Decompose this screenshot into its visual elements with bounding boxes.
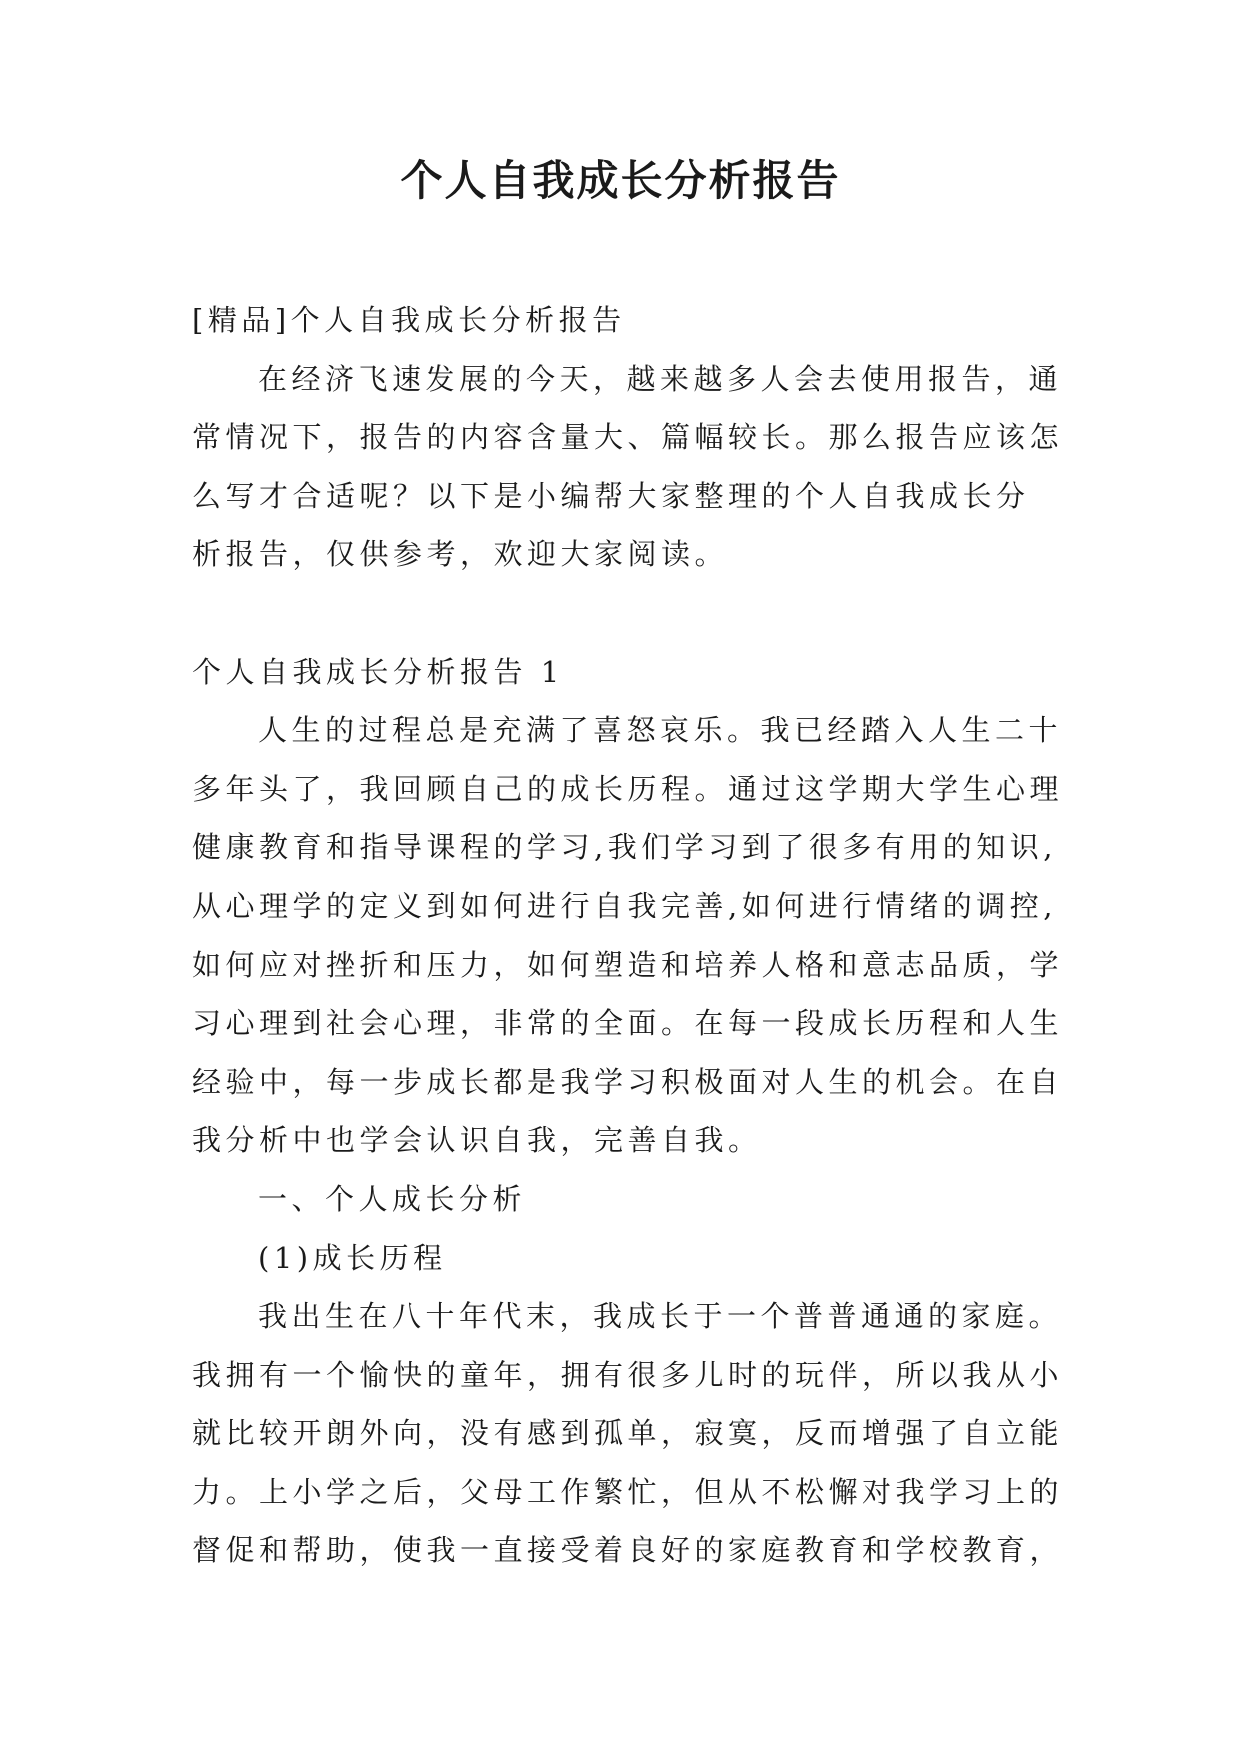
document-body [192, 291, 1072, 1580]
intro-paragraph-line: 么写才合适呢？以下是小编帮大家整理的个人自我成长分 [192, 478, 1030, 513]
body-paragraph-line: 如何应对挫折和压力，如何塑造和培养人格和意志品质，学 [192, 947, 1064, 982]
body-paragraph-line: 人生的过程总是充满了喜怒哀乐。我已经踏入人生二十 [258, 713, 1063, 748]
body-paragraph-line: 健康教育和指导课程的学习,我们学习到了很多有用的知识, [192, 830, 1057, 865]
body-paragraph-line: 我出生在八十年代末，我成长于一个普普通通的家庭。 [258, 1299, 1063, 1334]
body-paragraph-line: 就比较开朗外向，没有感到孤单，寂寞，反而增强了自立能 [192, 1416, 1064, 1451]
body-paragraph-line: 多年头了，我回顾自己的成长历程。通过这学期大学生心理 [192, 771, 1064, 806]
subtitle-line: [精品]个人自我成长分析报告 [192, 303, 626, 337]
body-paragraph-line: 我拥有一个愉快的童年，拥有很多儿时的玩伴，所以我从小 [192, 1357, 1064, 1392]
intro-paragraph-line: 常情况下，报告的内容含量大、篇幅较长。那么报告应该怎 [192, 420, 1064, 455]
document-title: 个人自我成长分析报告 [400, 156, 841, 205]
section-heading: 个人自我成长分析报告 1 [192, 654, 564, 689]
subheading: 一、个人成长分析 [258, 1181, 527, 1216]
body-paragraph-line: 从心理学的定义到如何进行自我完善,如何进行情绪的调控, [192, 888, 1057, 923]
intro-paragraph-line: 析报告，仅供参考，欢迎大家阅读。 [192, 537, 729, 572]
body-paragraph-line: 我分析中也学会认识自我，完善自我。 [192, 1123, 762, 1158]
body-paragraph-line: 力。上小学之后，父母工作繁忙，但从不松懈对我学习上的 [192, 1474, 1064, 1509]
subheading: (1)成长历程 [258, 1240, 447, 1275]
body-paragraph-line: 习心理到社会心理，非常的全面。在每一段成长历程和人生 [192, 1006, 1064, 1041]
body-paragraph-line: 经验中，每一步成长都是我学习积极面对人生的机会。在自 [192, 1064, 1064, 1099]
paragraph-gap [192, 584, 1072, 643]
body-paragraph-line: 督促和帮助，使我一直接受着良好的家庭教育和学校教育， [192, 1533, 1064, 1568]
intro-paragraph-line: 在经济飞速发展的今天，越来越多人会去使用报告，通 [258, 361, 1063, 396]
